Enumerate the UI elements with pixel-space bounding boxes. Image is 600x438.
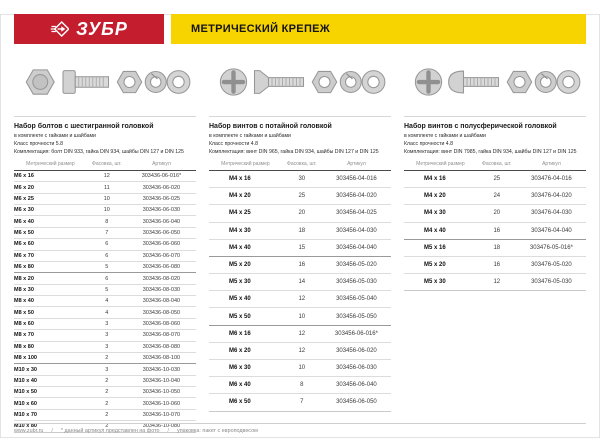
size-cell: M4 x 40 [404, 222, 477, 239]
qty-cell: 18 [282, 222, 322, 239]
size-cell: M5 x 30 [209, 274, 282, 291]
product-subtitle: в комплекте с гайками и шайбами [209, 133, 291, 140]
sku-cell: 303476-04-030 [517, 205, 586, 222]
table-row [404, 170, 586, 187]
qty-cell: 2 [87, 398, 127, 409]
product-subtitle: в комплекте с гайками и шайбами [404, 133, 486, 140]
qty-cell: 16 [282, 256, 322, 273]
table-row [14, 216, 196, 227]
sku-cell: 303436-06-020 [127, 182, 196, 193]
size-cell: M4 x 30 [404, 205, 477, 222]
size-cell: M4 x 16 [229, 176, 251, 183]
table-row [404, 205, 586, 222]
table-row [14, 205, 196, 216]
size-cell: M4 x 20 [209, 188, 282, 205]
table-row [209, 360, 391, 377]
col-header-sku: Артикул [322, 159, 391, 171]
footer-separator: / [51, 428, 53, 434]
qty-cell: 6 [87, 273, 127, 284]
sku-cell: 303476-05-016* [517, 239, 586, 256]
table-row [14, 318, 196, 329]
size-cell: M6 x 50 [209, 394, 282, 411]
product-table [209, 159, 391, 412]
qty-cell: 3 [87, 341, 127, 352]
table-row [14, 193, 196, 204]
sku-cell: 303456-04-025 [322, 205, 391, 222]
size-cell: M6 x 20 [14, 182, 87, 193]
zubr-diamond-arrow-icon [50, 20, 69, 38]
table-row [209, 239, 391, 256]
table-row [209, 274, 391, 291]
table-row [14, 261, 196, 272]
sku-cell: 303436-08-020 [127, 273, 196, 284]
sku-cell: 303476-05-030 [517, 274, 586, 291]
table-row [14, 341, 196, 352]
size-cell: M6 x 30 [209, 360, 282, 377]
sku-cell: 303476-05-020 [517, 256, 586, 273]
table-row [14, 387, 196, 398]
table-row [14, 227, 196, 238]
sku-cell: 303436-08-030 [127, 284, 196, 295]
qty-cell: 2 [87, 421, 127, 432]
sku-cell: 303436-10-030 [127, 364, 196, 375]
sku-cell: 303436-08-050 [127, 307, 196, 318]
sku-cell: 303476-04-040 [517, 222, 586, 239]
footer-asterisk-note: * данный артикул представлен на фото [60, 428, 160, 434]
product-contents: Комплектация: винт DIN 7985, гайка DIN 934, шайбы DIN 127 и DIN 125 [404, 148, 577, 155]
page-title-banner [171, 14, 586, 44]
product-card [404, 50, 586, 433]
size-cell: M4 x 25 [209, 205, 282, 222]
product-table [404, 159, 586, 291]
sku-cell: 303456-04-016 [336, 176, 377, 183]
size-cell: M10 x 80 [14, 421, 87, 432]
sku-cell: 303436-06-016* [141, 173, 182, 180]
sku-cell: 303436-10-070 [127, 409, 196, 420]
sku-cell: 303456-04-020 [322, 188, 391, 205]
sku-cell: 303436-10-040 [127, 375, 196, 386]
qty-cell: 3 [87, 364, 127, 375]
sku-cell: 303436-10-080 [127, 421, 196, 432]
sku-cell: 303456-06-030 [322, 360, 391, 377]
size-cell: M4 x 20 [404, 188, 477, 205]
table-row [14, 364, 196, 375]
sku-cell: 303436-08-100 [127, 352, 196, 363]
table-row [14, 352, 196, 363]
size-cell: M6 x 40 [14, 216, 87, 227]
qty-cell: 2 [87, 387, 127, 398]
sku-cell: 303436-10-060 [127, 398, 196, 409]
qty-cell: 11 [87, 182, 127, 193]
qty-cell: 4 [87, 307, 127, 318]
sku-cell: 303436-06-070 [127, 250, 196, 261]
sku-cell: 303436-06-060 [127, 239, 196, 250]
qty-cell: 5 [87, 284, 127, 295]
product-strength-class: Класс прочности 4.8 [209, 140, 258, 147]
footer-website: www.zubr.ru [14, 428, 44, 434]
sku-cell: 303436-06-080 [127, 261, 196, 272]
sku-cell: 303456-04-040 [322, 239, 391, 256]
size-cell: M8 x 100 [14, 352, 87, 363]
page-header [14, 14, 586, 44]
qty-cell: 20 [282, 205, 322, 222]
table-row [209, 205, 391, 222]
qty-cell: 25 [282, 188, 322, 205]
product-title: Набор винтов с потайной головкой [209, 123, 332, 130]
qty-cell: 3 [87, 318, 127, 329]
qty-cell: 2 [87, 352, 127, 363]
qty-cell: 6 [87, 239, 127, 250]
qty-cell: 5 [87, 261, 127, 272]
product-strength-class: Класс прочности 5.8 [14, 140, 63, 147]
size-cell: M4 x 16 [424, 176, 446, 183]
qty-cell: 15 [282, 239, 322, 256]
table-row [209, 170, 391, 187]
size-cell: M8 x 40 [14, 296, 87, 307]
table-row [404, 188, 586, 205]
sku-cell: 303456-05-020 [322, 256, 391, 273]
table-header-row [209, 159, 391, 171]
table-row [209, 188, 391, 205]
qty-cell: 12 [282, 325, 322, 342]
size-cell: M5 x 20 [404, 256, 477, 273]
table-row [14, 182, 196, 193]
product-table [14, 159, 196, 433]
col-header-qty: Фасовка, шт. [87, 159, 127, 171]
col-header-size: Метрический размер [14, 159, 87, 171]
size-cell: M6 x 50 [14, 227, 87, 238]
qty-cell: 7 [87, 227, 127, 238]
size-cell: M5 x 20 [209, 256, 282, 273]
table-row [14, 375, 196, 386]
size-cell: M8 x 20 [14, 273, 87, 284]
table-row [209, 256, 391, 273]
table-row [404, 256, 586, 273]
size-cell: M5 x 16 [404, 239, 477, 256]
product-title: Набор болтов с шестигранной головкой [14, 123, 154, 130]
qty-cell: 12 [103, 173, 110, 180]
sku-cell: 303436-06-025 [127, 193, 196, 204]
size-cell: M6 x 25 [14, 193, 87, 204]
product-columns [14, 50, 586, 433]
table-row [209, 291, 391, 308]
product-card [14, 50, 196, 433]
product-photo [14, 50, 196, 117]
countersunk-screw-set-illustration [214, 54, 386, 110]
size-cell: M10 x 50 [14, 387, 87, 398]
sku-cell: 303456-04-030 [322, 222, 391, 239]
page-footer [14, 423, 586, 434]
table-row [209, 222, 391, 239]
table-row [14, 296, 196, 307]
table-header-row [14, 159, 196, 171]
sku-cell: 303476-04-016 [531, 176, 572, 183]
size-cell: M5 x 40 [209, 291, 282, 308]
sku-cell: 303436-08-070 [127, 330, 196, 341]
brand-logo [14, 14, 164, 44]
sku-cell: 303436-08-060 [127, 318, 196, 329]
qty-cell: 8 [282, 377, 322, 394]
qty-cell: 12 [282, 291, 322, 308]
table-row [14, 398, 196, 409]
sku-cell: 303456-05-050 [322, 308, 391, 325]
table-row [404, 222, 586, 239]
sku-cell: 303436-08-080 [127, 341, 196, 352]
col-header-size: Метрический размер [404, 159, 477, 171]
table-row [14, 273, 196, 284]
qty-cell: 14 [282, 274, 322, 291]
size-cell: M10 x 40 [14, 375, 87, 386]
qty-cell: 4 [87, 296, 127, 307]
size-cell: M5 x 50 [209, 308, 282, 325]
qty-cell: 16 [477, 256, 517, 273]
sku-cell: 303476-04-020 [517, 188, 586, 205]
qty-cell: 12 [282, 342, 322, 359]
qty-cell: 10 [87, 205, 127, 216]
sku-cell: 303456-06-020 [322, 342, 391, 359]
footer-separator: / [167, 428, 170, 434]
qty-cell: 16 [477, 222, 517, 239]
brand-name: ЗУБР [76, 18, 128, 39]
sku-cell: 303456-06-040 [322, 377, 391, 394]
size-cell: M8 x 30 [14, 284, 87, 295]
sku-cell: 303456-05-040 [322, 291, 391, 308]
qty-cell: 8 [87, 216, 127, 227]
size-cell: M8 x 70 [14, 330, 87, 341]
product-subtitle: в комплекте с гайками и шайбами [14, 133, 96, 140]
qty-cell: 3 [87, 330, 127, 341]
size-cell: M10 x 60 [14, 398, 87, 409]
table-row [209, 308, 391, 325]
qty-cell: 24 [477, 188, 517, 205]
product-contents: Комплектация: винт DIN 965, гайка DIN 934, шайбы DIN 127 и DIN 125 [209, 148, 379, 155]
table-row [14, 239, 196, 250]
footer-packaging-note: упаковка: пакет с европодвесом [177, 428, 258, 434]
table-row [14, 170, 196, 181]
size-cell: M6 x 80 [14, 261, 87, 272]
table-header-row [404, 159, 586, 171]
product-photo [209, 50, 391, 117]
col-header-qty: Фасовка, шт. [282, 159, 322, 171]
size-cell: M4 x 30 [209, 222, 282, 239]
product-photo [404, 50, 586, 117]
qty-cell: 20 [477, 205, 517, 222]
page-title: МЕТРИЧЕСКИЙ КРЕПЕЖ [191, 23, 331, 35]
pan-head-screw-set-illustration [409, 54, 581, 110]
sku-cell: 303436-08-040 [127, 296, 196, 307]
table-row [209, 342, 391, 359]
size-cell: M8 x 60 [14, 318, 87, 329]
size-cell: M6 x 16 [14, 173, 34, 180]
table-row [14, 250, 196, 261]
sku-cell: 303436-06-050 [127, 227, 196, 238]
qty-cell: 2 [87, 409, 127, 420]
sku-cell: 303456-06-016* [322, 325, 391, 342]
table-row [14, 330, 196, 341]
table-row [404, 239, 586, 256]
qty-cell: 6 [87, 250, 127, 261]
size-cell: M6 x 16 [209, 325, 282, 342]
qty-cell: 2 [87, 375, 127, 386]
table-row [14, 307, 196, 318]
size-cell: M6 x 60 [14, 239, 87, 250]
size-cell: M8 x 80 [14, 341, 87, 352]
sku-cell: 303436-10-050 [127, 387, 196, 398]
size-cell: M10 x 30 [14, 364, 87, 375]
product-title: Набор винтов с полусферической головкой [404, 123, 557, 130]
table-row [209, 394, 391, 411]
size-cell: M6 x 30 [14, 205, 87, 216]
sku-cell: 303436-06-030 [127, 205, 196, 216]
qty-cell: 18 [477, 239, 517, 256]
col-header-size: Метрический размер [209, 159, 282, 171]
qty-cell: 25 [493, 176, 501, 183]
qty-cell: 10 [282, 360, 322, 377]
col-header-sku: Артикул [127, 159, 196, 171]
size-cell: M6 x 20 [209, 342, 282, 359]
product-strength-class: Класс прочности 4.8 [404, 140, 453, 147]
table-row [14, 284, 196, 295]
col-header-qty: Фасовка, шт. [477, 159, 517, 171]
size-cell: M6 x 40 [209, 377, 282, 394]
size-cell: M5 x 30 [404, 274, 477, 291]
size-cell: M4 x 40 [209, 239, 282, 256]
qty-cell: 12 [477, 274, 517, 291]
qty-cell: 10 [87, 193, 127, 204]
table-row [14, 409, 196, 420]
hex-bolt-set-illustration [19, 54, 191, 110]
qty-cell: 30 [298, 176, 306, 183]
col-header-sku: Артикул [517, 159, 586, 171]
size-cell: M6 x 70 [14, 250, 87, 261]
product-card [209, 50, 391, 433]
table-row [209, 377, 391, 394]
sku-cell: 303436-06-040 [127, 216, 196, 227]
qty-cell: 7 [282, 394, 322, 411]
size-cell: M10 x 70 [14, 409, 87, 420]
table-row [404, 274, 586, 291]
qty-cell: 10 [282, 308, 322, 325]
size-cell: M8 x 50 [14, 307, 87, 318]
sku-cell: 303456-06-050 [322, 394, 391, 411]
table-row [209, 325, 391, 342]
product-contents: Комплектация: болт DIN 933, гайка DIN 934, шайбы DIN 127 и DIN 125 [14, 148, 184, 155]
sku-cell: 303456-05-030 [322, 274, 391, 291]
